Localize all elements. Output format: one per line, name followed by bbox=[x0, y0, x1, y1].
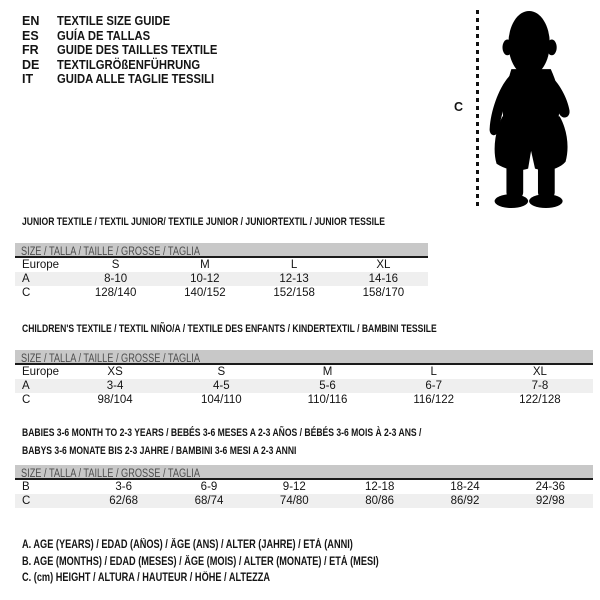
height-measure-label: C bbox=[454, 100, 464, 114]
junior-table-title: JUNIOR TEXTILE / TEXTIL JUNIOR/ TEXTILE JUNIOR / JUNIORTEXTIL / JUNIOR TESSILE bbox=[22, 216, 385, 228]
row-label: C bbox=[22, 394, 31, 406]
language-row bbox=[22, 58, 235, 73]
language-label: TEXTILE SIZE GUIDE bbox=[57, 14, 171, 28]
language-code: ES bbox=[22, 28, 39, 43]
table-cell: 122/128 bbox=[519, 394, 561, 406]
language-label: GUIDE DES TAILLES TEXTILE bbox=[57, 43, 218, 57]
table-cell: 152/158 bbox=[273, 287, 315, 299]
table-cell: 104/110 bbox=[200, 394, 242, 406]
table-cell: 3-6 bbox=[115, 481, 132, 493]
table-row bbox=[15, 272, 428, 286]
language-row bbox=[22, 43, 235, 58]
table-cell: 116/122 bbox=[413, 394, 455, 406]
table-cell: 98/104 bbox=[97, 394, 133, 406]
language-label: GUÍA DE TALLAS bbox=[57, 28, 151, 43]
row-label: A bbox=[22, 273, 30, 285]
size-header-label: SIZE / TALLA / TAILLE / GRÖSSE / TAGLIA bbox=[21, 468, 200, 480]
row-label: Europe bbox=[22, 366, 60, 378]
table-cell: 12-13 bbox=[279, 273, 309, 285]
footnotes bbox=[22, 537, 468, 587]
table-row bbox=[15, 258, 428, 272]
language-code: DE bbox=[22, 57, 40, 72]
table-cell: 128/140 bbox=[94, 287, 137, 299]
table-cell: XL bbox=[532, 366, 547, 378]
babies-table-title bbox=[22, 425, 421, 460]
table-cell: 9-12 bbox=[282, 481, 306, 493]
row-label: Europe bbox=[22, 259, 60, 271]
table-cell: 158/170 bbox=[362, 287, 405, 299]
table-cell: 8-10 bbox=[104, 273, 128, 285]
table-cell: S bbox=[217, 366, 226, 378]
table-cell: 68/74 bbox=[194, 495, 224, 507]
language-code: EN bbox=[22, 14, 40, 28]
table-row bbox=[15, 379, 593, 393]
size-header-label: SIZE / TALLA / TAILLE / GRÖSSE / TAGLIA bbox=[21, 353, 200, 365]
table-cell: 62/68 bbox=[109, 495, 139, 507]
table-cell: 92/98 bbox=[535, 495, 565, 507]
size-header-label: SIZE / TALLA / TAILLE / GRÖSSE / TAGLIA bbox=[21, 246, 200, 258]
language-guide bbox=[22, 14, 235, 87]
table-cell: 24-36 bbox=[535, 481, 566, 493]
footnote-a: A. AGE (YEARS) / EDAD (AÑOS) / ÂGE (ANS) / ALTER (JAHRE) / ETÀ (ANNI) bbox=[22, 539, 353, 551]
row-label: A bbox=[22, 380, 30, 392]
table-cell: S bbox=[111, 259, 120, 271]
table-cell: 6-7 bbox=[425, 380, 443, 392]
language-code: IT bbox=[22, 72, 34, 86]
language-label: TEXTILGRÖßENFÜHRUNG bbox=[57, 57, 201, 72]
table-row bbox=[15, 286, 428, 300]
footnote-c: C. (cm) HEIGHT / ALTURA / HAUTEUR / HÖHE / ALTEZZA bbox=[22, 572, 271, 584]
table-cell: 74/80 bbox=[279, 495, 309, 507]
language-row bbox=[22, 14, 235, 29]
footnote-b: B. AGE (MONTHS) / EDAD (MESES) / ÂGE (MOIS) / ALTER (MONATE) / ETÀ (MESI) bbox=[22, 555, 379, 568]
table-row bbox=[15, 365, 593, 379]
table-cell: M bbox=[322, 366, 333, 378]
row-label: C bbox=[22, 495, 31, 507]
height-measure-line bbox=[476, 10, 479, 207]
table-cell: 4-5 bbox=[212, 380, 230, 392]
children-table-title: CHILDREN'S TEXTILE / TEXTIL NIÑO/A / TEXTILE DES ENFANTS / KINDERTEXTIL / BAMBINI TESSILE bbox=[22, 323, 437, 335]
table-cell: XL bbox=[376, 259, 391, 271]
table-cell: 110/116 bbox=[307, 394, 348, 406]
junior-table bbox=[15, 243, 428, 300]
row-label: B bbox=[22, 481, 30, 493]
babies-table-title-line2: BABYS 3-6 MONATE BIS 2-3 JAHRE / BAMBINI 3-6 MESI A 2-3 ANNI bbox=[22, 444, 297, 457]
size-header-bar bbox=[15, 243, 428, 258]
table-row bbox=[15, 480, 593, 494]
table-cell: L bbox=[290, 259, 298, 271]
toddler-silhouette-icon bbox=[486, 8, 586, 210]
table-cell: 10-12 bbox=[190, 273, 220, 285]
table-cell: 14-16 bbox=[368, 273, 399, 285]
table-row bbox=[15, 494, 593, 508]
table-cell: 80/86 bbox=[365, 495, 395, 507]
table-cell: XS bbox=[107, 366, 123, 378]
language-row bbox=[22, 72, 235, 87]
table-cell: 3-4 bbox=[106, 380, 124, 392]
children-table bbox=[15, 350, 593, 407]
table-row bbox=[15, 393, 593, 407]
table-cell: M bbox=[200, 259, 210, 271]
table-cell: 12-18 bbox=[364, 481, 395, 493]
row-label: C bbox=[22, 287, 31, 299]
language-code: FR bbox=[22, 43, 39, 57]
table-cell: 6-9 bbox=[200, 481, 218, 493]
table-cell: L bbox=[430, 366, 437, 378]
table-cell: 86/92 bbox=[450, 495, 480, 507]
language-label: GUIDA ALLE TAGLIE TESSILI bbox=[57, 72, 215, 86]
table-cell: 140/152 bbox=[184, 287, 226, 299]
table-cell: 7-8 bbox=[531, 380, 549, 392]
table-cell: 5-6 bbox=[319, 380, 336, 392]
size-header-bar bbox=[15, 350, 593, 365]
size-header-bar bbox=[15, 465, 593, 480]
table-cell: 18-24 bbox=[450, 481, 480, 493]
babies-table bbox=[15, 465, 593, 508]
language-row bbox=[22, 29, 235, 44]
babies-table-title-line1: BABIES 3-6 MONTH TO 2-3 YEARS / BEBÉS 3-6 MESES A 2-3 AÑOS / BÉBÉS 3-6 MOIS À 2-3 ANS / bbox=[22, 427, 422, 439]
